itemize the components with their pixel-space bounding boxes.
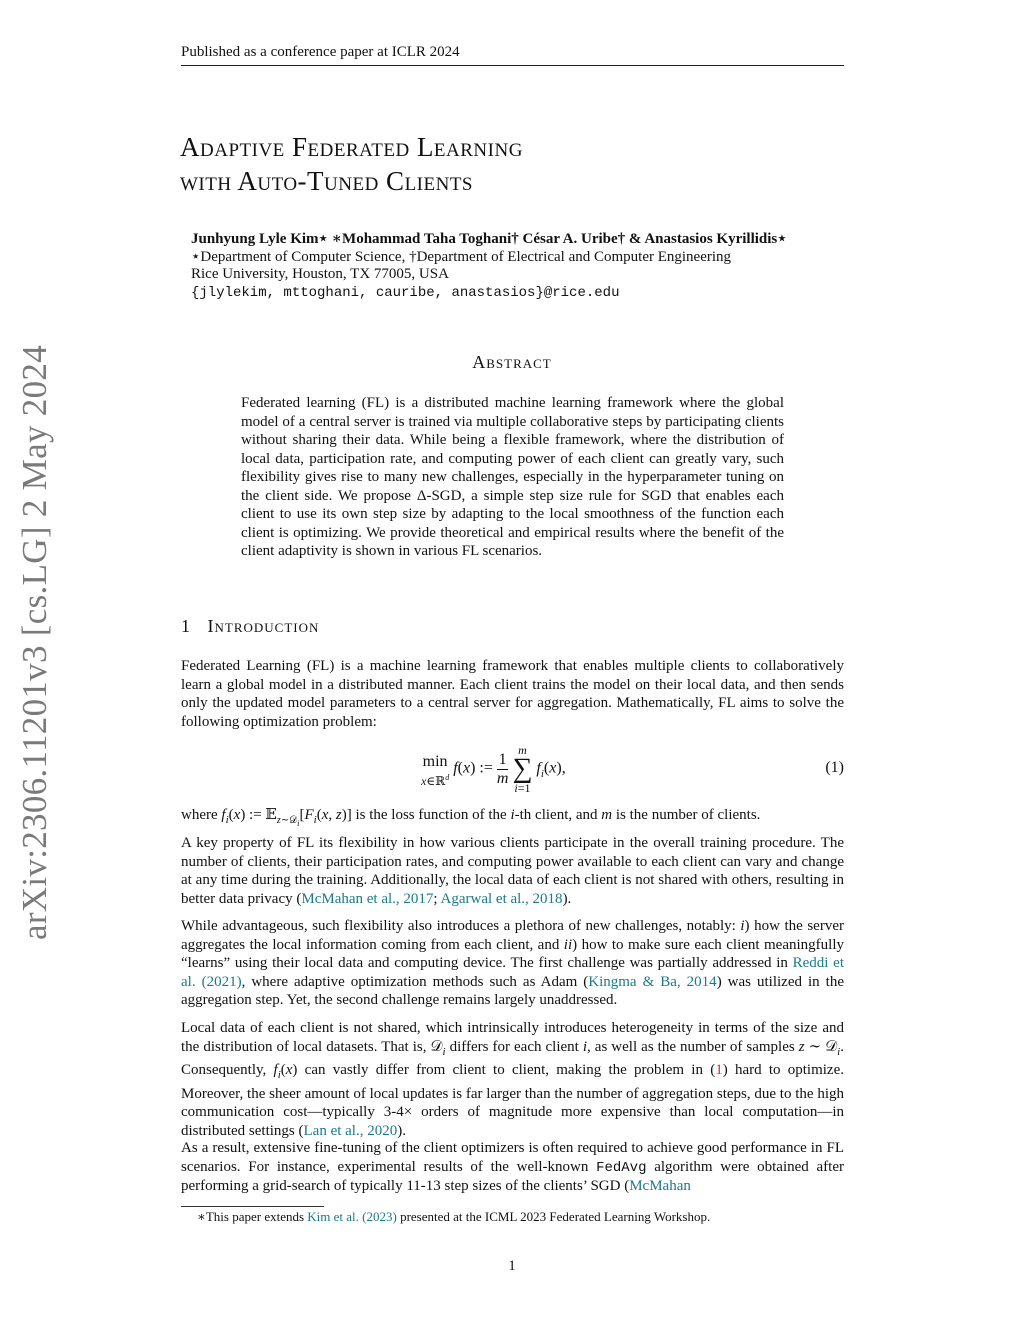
equation-number: (1)	[825, 759, 844, 776]
affiliation-university: Rice University, Houston, TX 77005, USA	[191, 266, 449, 282]
author-list: Junhyung Lyle Kim⋆ ∗Mohammad Taha Toghani† César A. Uribe† & Anastasios Kyrillidis⋆	[191, 231, 787, 247]
title-line-1: Adaptive Federated Learning	[180, 132, 523, 162]
intro-where-line: where $f_i(x)$ := $𝔼_{z\sim 𝒟_i}[F_i(x$, z)] is the loss function of the i-th client, and m is the number of clients.	[181, 807, 761, 828]
header-rule	[181, 65, 844, 66]
running-header: Published as a conference paper at ICLR 2024	[181, 44, 460, 60]
section-number: 1	[181, 616, 191, 636]
equation-body: min x∈ℝ$^d$ f(x) := $\frac{1}{m}$ m ∑ i=1 $f_i(x)$,	[421, 743, 566, 795]
abstract-heading: Abstract	[472, 352, 552, 372]
equation-reference[interactable]: 1	[715, 1062, 723, 1078]
intro-paragraph-2: A key property of FL its flexibility in how various clients participate in the overall training procedure. The number of clients, their participation rates, and computing power available to each client can vary and change at any time during the training. Additionally, the local data of each client is not shared with others, resulting in better data privacy (McMahan et al., 2017; Agarwal et al., 2018).	[181, 835, 844, 907]
affiliation-departments: ⋆Department of Computer Science, †Department of Electrical and Computer Engineering	[191, 249, 732, 265]
citation-mcmahan-2017[interactable]: McMahan et al., 2017	[301, 890, 434, 907]
citation-kingma-2014[interactable]: Kingma & Ba, 2014	[588, 973, 717, 990]
page-number: 1	[508, 1258, 516, 1274]
intro-paragraph-5: As a result, extensive fine-tuning of the client optimizers is often required to achieve good performance in FL scenarios. For instance, experimental results of the well-known FedAvg algorithm were obtained after performing a grid-search of typically 11-13 step sizes of the clients’ SGD (McMahan	[181, 1140, 844, 1194]
footnote: ∗This paper extends Kim et al. (2023) presented at the ICML 2023 Federated Learning Workshop.	[197, 1209, 711, 1224]
fedavg-code: FedAvg	[596, 1159, 647, 1176]
title-line-2: with Auto-Tuned Clients	[180, 166, 473, 196]
author-emails: {jlylekim, mttoghani, cauribe, anastasios}@rice.edu	[191, 285, 620, 301]
intro-paragraph-4: Local data of each client is not shared, which intrinsically introduces heterogeneity in terms of the size and the distribution of local datasets. That is, 𝒟$_i$ differs for each client i, as well as the number of samples z ∼ 𝒟$_i$. Consequently, $f_i(x)$ can vastly differ from client to client, making the problem in (1) hard to optimize. Moreover, the sheer amount of local updates is far larger than the number of aggregation steps, due to the high communication cost—typically 3-4× orders of magnitude more expensive than local computation—in distributed settings (Lan et al., 2020).	[181, 1020, 844, 1139]
citation-agarwal-2018[interactable]: Agarwal et al., 2018	[440, 890, 563, 907]
intro-paragraph-3: While advantageous, such flexibility also introduces a plethora of new challenges, notably: i) how the server aggregates the local information coming from each client, and ii) how to make sure each client meaningfully “learns” using their local data and computing device. The first challenge was partially addressed in Reddi et al. (2021), where adaptive optimization methods such as Adam (Kingma & Ba, 2014) was utilized in the aggregation step. Yet, the second challenge remains largely unaddressed.	[181, 918, 845, 1008]
citation-lan-2020[interactable]: Lan et al., 2020	[303, 1122, 398, 1139]
equation-1	[181, 744, 844, 794]
footnote-rule	[181, 1206, 324, 1207]
citation-reddi-2021[interactable]: Reddi et al. (2021)	[181, 955, 845, 990]
paper-title	[180, 130, 523, 198]
citation-kim-2023[interactable]: Kim et al. (2023)	[307, 1209, 397, 1224]
section-title: Introduction	[207, 616, 320, 636]
intro-paragraph-1: Federated Learning (FL) is a machine learning framework that enables multiple clients to collaboratively learn a global model in a distributed manner. Each client trains the model on their local data, and then sends only the updated model parameters to a central server for aggregation. Mathematically, FL aims to solve the following optimization problem:	[181, 658, 844, 730]
citation-mcmahan[interactable]: McMahan	[629, 1178, 691, 1194]
abstract-text: Federated learning (FL) is a distributed machine learning framework where the global model of a central server is trained via multiple collaborative steps by participating clients without sharing their data. While being a flexible framework, where the distribution of local data, participation rate, and computing power of each client can greatly vary, such flexibility gives rise to many new challenges, especially in the hyperparameter tuning on the client side. We propose Δ-SGD, a simple step size rule for SGD that enables each client to use its own step size by adapting to the local smoothness of the function each client is optimizing. We provide theoretical and empirical results where the benefit of the client adaptivity is shown in various FL scenarios.	[241, 395, 784, 559]
section-heading	[181, 616, 319, 637]
arxiv-identifier-stamp: arXiv:2306.11201v3 [cs.LG] 2 May 2024	[15, 345, 54, 940]
